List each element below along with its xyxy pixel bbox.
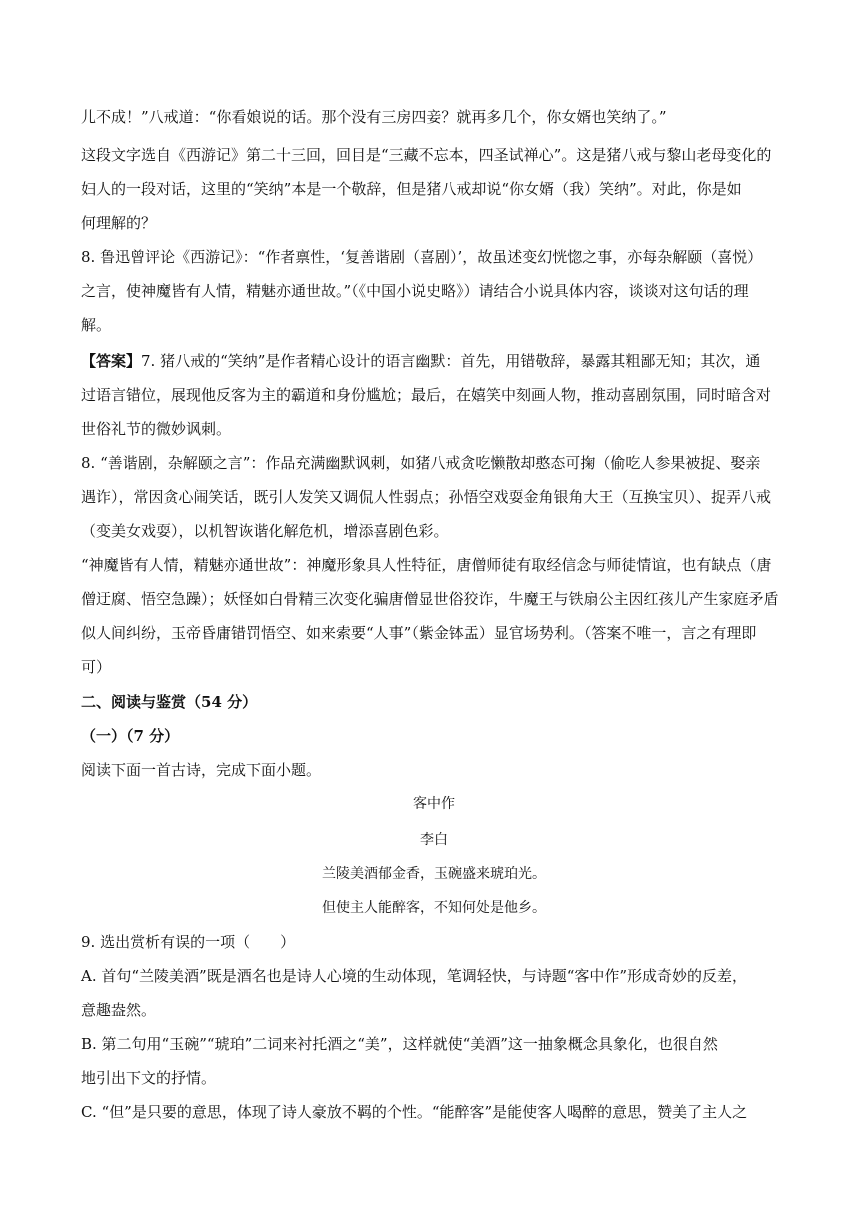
instruction: 阅读下面一首古诗，完成下面小题。	[81, 761, 322, 779]
q9-option-a-line-2: 意趣盎然。	[81, 1001, 157, 1019]
q8-text-line-1: 8. 鲁迅曾评论《西游记》：“作者禀性，‘复善谐剧（喜剧）’，故虽述变幻恍惚之事，亦每杂解颐（喜悦）	[81, 248, 763, 266]
q7-text-line-3: 何理解的？	[81, 214, 157, 232]
answer-8-line-2: 遇诈），常因贪心闹笑话，既引人发笑又调侃人性弱点；孙悟空戏耍金角银角大王（互换宝贝）、捉弄八戒	[81, 488, 772, 506]
answer-label: 【答案】	[81, 352, 142, 370]
poem-line-1: 兰陵美酒郁金香，玉碗盛来琥珀光。	[322, 866, 546, 882]
q9-option-b-line-1: B. 第二句用“玉碗”“琥珀”二词来衬托酒之“美”，这样就使“美酒”这一抽象概念具象化，也很自然	[81, 1035, 718, 1053]
q9-option-c-line-1: C. “但”是只要的意思，体现了诗人豪放不羁的个性。“能醉客”是能使客人喝醉的意思，赞美了主人之	[81, 1103, 748, 1121]
q8-text-line-3: 解。	[81, 316, 112, 334]
answer-8-line-6: 似人间纠纷，玉帝昏庸错罚悟空、如来索要“人事”（紫金钵盂）显官场势利。（答案不唯一，言之有理即	[81, 624, 757, 642]
q9-option-b-line-2: 地引出下文的抒情。	[81, 1069, 217, 1087]
q9-option-a-line-1: A. 首句“兰陵美酒”既是酒名也是诗人心境的生动体现，笔调轻快，与诗题“客中作”形成奇妙的反差，	[81, 967, 748, 985]
answer-7-line-1: 【答案】7. 猪八戒的“笑纳”是作者精心设计的语言幽默：首先，用错敬辞，暴露其粗鄙无知；其次，通	[81, 352, 761, 370]
poem-line-2: 但使主人能醉客，不知何处是他乡。	[322, 900, 546, 916]
answer-7-line-2: 过语言错位，展现他反客为主的霸道和身份尴尬；最后，在嬉笑中刻画人物，推动喜剧氛围，同时暗含对	[81, 386, 772, 404]
answer-8-line-7: 可）	[81, 658, 112, 676]
q7-text-line-1: 这段文字选自《西游记》第二十三回，回目是“三藏不忘本，四圣试禅心”。这是猪八戒与黎山老母变化的	[81, 146, 772, 164]
q9-stem: 9. 选出赏析有误的一项（ ）	[81, 933, 296, 951]
answer-8-line-5: 僧迂腐、悟空急躁）；妖怪如白骨精三次变化骗唐僧显世俗狡诈，牛魔王与铁扇公主因红孩儿产生家庭矛盾	[81, 590, 779, 608]
answer-8-line-1: 8. “善谐剧，杂解颐之言”：作品充满幽默讽刺，如猪八戒贪吃懒散却憨态可掬（偷吃人参果被捉、娶亲	[81, 454, 761, 472]
section-heading: 二、阅读与鉴赏（54 分）	[81, 693, 258, 711]
poem-author: 李白	[420, 832, 448, 848]
poem-title: 客中作	[413, 796, 455, 812]
answer-8-line-3: （变美女戏耍），以机智诙谐化解危机，增添喜剧色彩。	[81, 522, 449, 540]
answer-8-line-4: “神魔皆有人情，精魅亦通世故”：神魔形象具人性特征，唐僧师徒有取经信念与师徒情谊，也有缺点（唐	[81, 556, 772, 574]
subsection-heading: （一）（7 分）	[81, 727, 180, 745]
q8-text-line-2: 之言，使神魔皆有人情，精魅亦通世故。”（《中国小说史略》）请结合小说具体内容，谈谈对这句话的理	[81, 282, 749, 300]
answer-7-line-3: 世俗礼节的微妙讽刺。	[81, 420, 232, 438]
q7-quote-end: 儿不成！”八戒道：“你看娘说的话。那个没有三房四妾？就再多几个，你女婿也笑纳了。”	[81, 108, 667, 126]
q7-text-line-2: 妇人的一段对话，这里的“笑纳”本是一个敬辞，但是猪八戒却说“你女婿（我）笑纳”。对此，你是如	[81, 180, 742, 198]
